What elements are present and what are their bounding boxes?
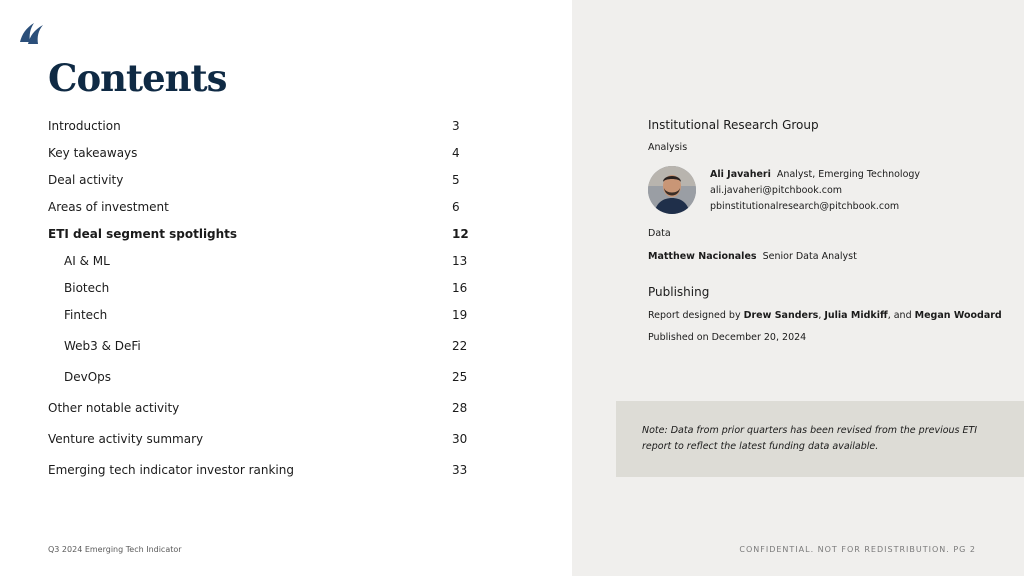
designer-separator: , [818,310,822,321]
toc-page: 13 [452,254,468,268]
designer-and: , and [887,310,912,321]
toc-page: 30 [452,432,468,446]
analyst-avatar [648,166,696,214]
toc-subitem[interactable] [48,254,468,272]
note-text: Note: Data from prior quarters has been revised from the previous ETI report to reflect the latest funding data available. [642,425,978,452]
toc-page: 25 [452,370,468,384]
publishing-heading: Publishing [648,285,710,299]
table-of-contents [48,0,468,576]
analyst-title: Analyst, Emerging Technology [776,169,921,180]
page-title: Contents [48,56,227,100]
data-credit [648,251,857,262]
toc-label: Deal activity [48,173,124,187]
toc-label: Emerging tech indicator investor ranking [48,463,294,477]
designed-prefix: Report designed by [648,310,741,321]
toc-label: ETI deal segment spotlights [48,227,238,241]
toc-page: 5 [452,173,460,187]
toc-page: 28 [452,401,468,415]
group-heading: Institutional Research Group [648,118,819,132]
toc-section-item[interactable] [48,227,468,245]
designer-1: Drew Sanders [743,310,819,321]
toc-item[interactable] [48,173,468,191]
toc-label: Fintech [64,308,108,322]
toc-subitem[interactable] [48,370,468,388]
toc-label: Key takeaways [48,146,138,160]
toc-page: 33 [452,463,468,477]
toc-page: 4 [452,146,460,160]
toc-item[interactable] [48,200,468,218]
toc-label: DevOps [64,370,112,384]
analysis-label: Analysis [648,142,688,153]
toc-label: Introduction [48,119,121,133]
published-date: Published on December 20, 2024 [648,332,807,343]
toc-item[interactable] [48,463,468,481]
data-person-title: Senior Data Analyst [762,251,857,262]
toc-item[interactable] [48,432,468,450]
note-box [616,401,1024,477]
toc-label: Venture activity summary [48,432,204,446]
team-email[interactable]: pbinstitutionalresearch@pitchbook.com [710,201,900,212]
toc-item[interactable] [48,119,468,137]
toc-label: Biotech [64,281,110,295]
toc-page: 22 [452,339,468,353]
toc-subitem[interactable] [48,281,468,299]
toc-item[interactable] [48,146,468,164]
designers-line [648,310,1002,321]
toc-item[interactable] [48,401,468,419]
designer-3: Megan Woodard [914,310,1002,321]
analyst-line [710,169,920,180]
toc-subitem[interactable] [48,339,468,357]
right-panel [572,0,1024,576]
toc-label: Web3 & DeFi [64,339,141,353]
toc-subitem[interactable] [48,308,468,326]
toc-page: 12 [452,227,469,241]
footer-report-name: Q3 2024 Emerging Tech Indicator [48,545,182,554]
toc-page: 19 [452,308,468,322]
toc-page: 6 [452,200,460,214]
analyst-photo-icon [648,166,696,214]
analyst-email[interactable]: ali.javaheri@pitchbook.com [710,185,843,196]
pitchbook-logo-icon [18,20,46,48]
toc-page: 16 [452,281,468,295]
toc-label: Other notable activity [48,401,180,415]
footer-page-info: CONFIDENTIAL. NOT FOR REDISTRIBUTION. PG 2 [739,545,976,554]
data-person-name: Matthew Nacionales [648,251,757,262]
analyst-name: Ali Javaheri [710,169,771,180]
toc-label: AI & ML [64,254,110,268]
toc-page: 3 [452,119,460,133]
toc-label: Areas of investment [48,200,169,214]
designer-2: Julia Midkiff [824,310,888,321]
data-label: Data [648,228,671,239]
